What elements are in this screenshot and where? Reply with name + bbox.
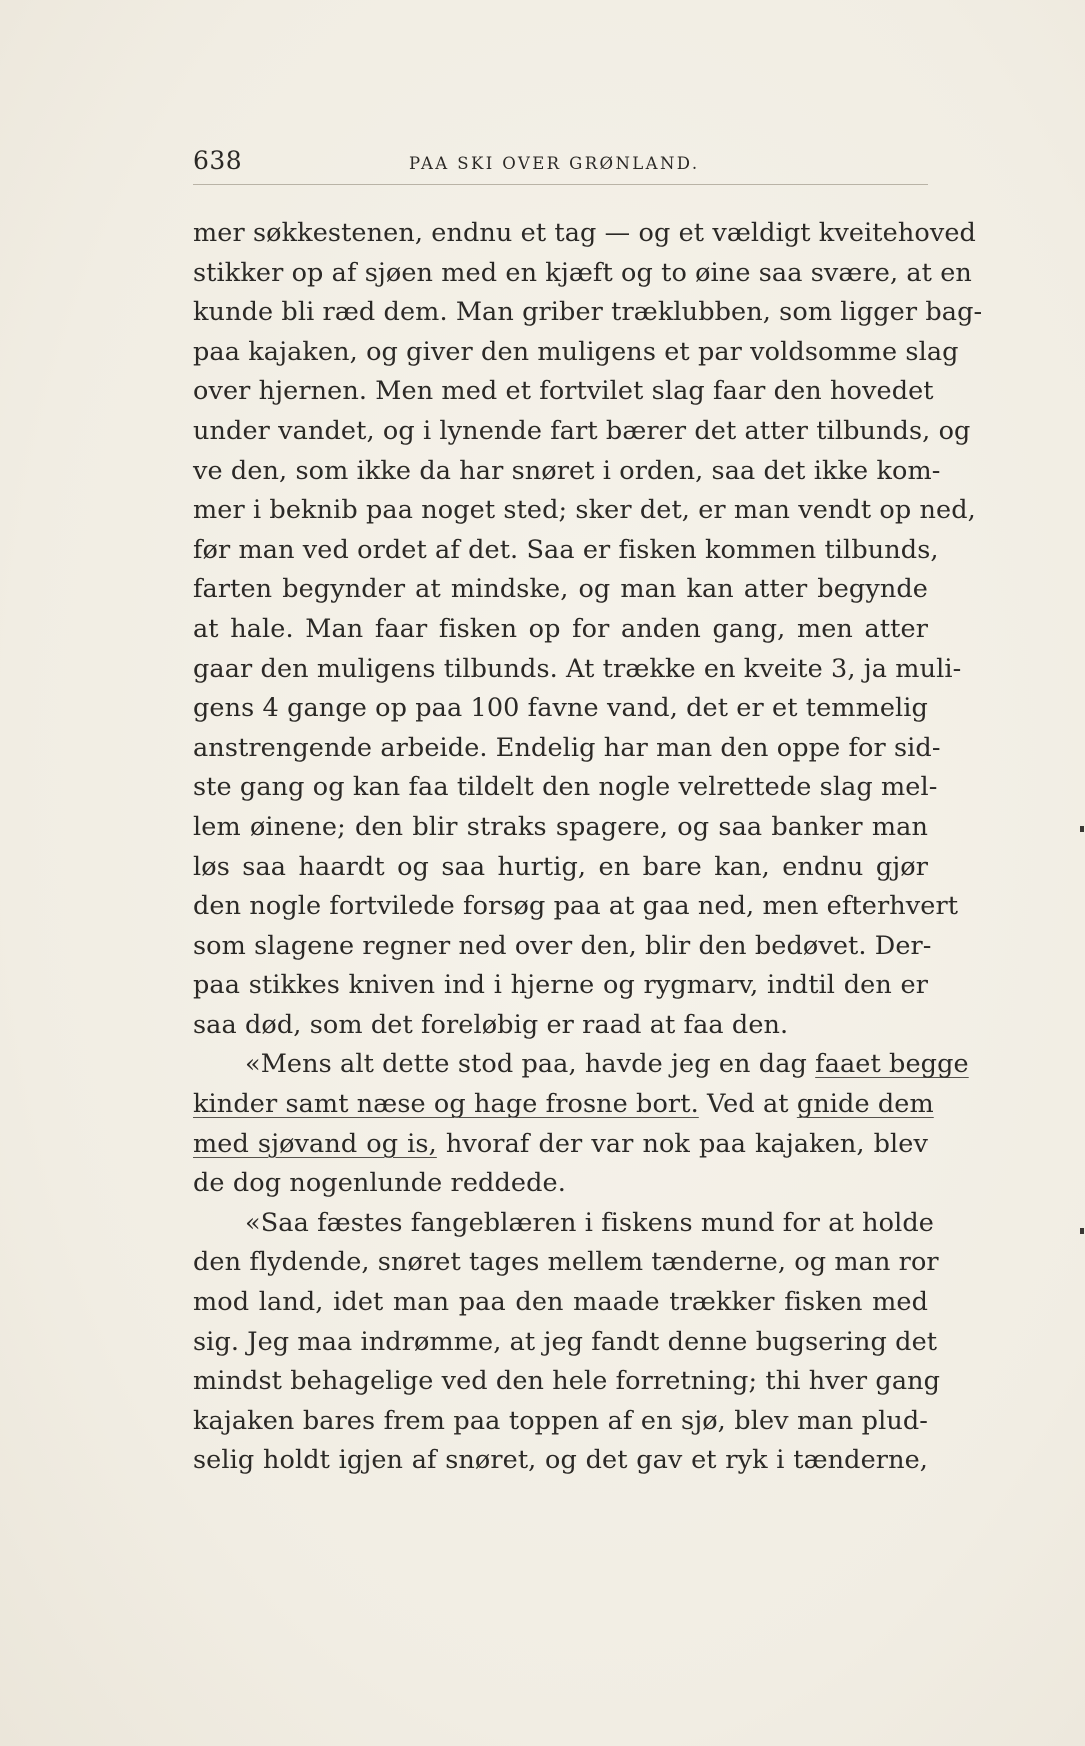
pencil-underlined-text: faaet begge: [815, 1049, 969, 1080]
text-line: mod land, idet man paa den maade trækker fisken med: [193, 1287, 928, 1318]
pencil-underlined-text: kinder samt næse og hage frosne bort.: [193, 1089, 699, 1120]
text-line: mer søkkestenen, endnu et tag — og et vældigt kveitehoved: [193, 218, 976, 248]
running-head: PAA SKI OVER GRØNLAND.: [409, 154, 700, 173]
text-line: lem øinene; den blir straks spagere, og saa banker man: [193, 811, 928, 842]
text-line: farten begynder at mindske, og man kan atter begynde: [193, 574, 928, 605]
text-line: den nogle fortvilede forsøg paa at gaa ned, men efterhvert: [193, 891, 959, 922]
text-line: selig holdt igjen af snøret, og det gav et ryk i tænderne,: [193, 1445, 928, 1476]
text-line: stikker op af sjøen med en kjæft og to øine saa svære, at en: [193, 257, 972, 288]
pencil-underlined-text: med sjøvand og is,: [193, 1128, 437, 1159]
text-line: [193, 1045, 969, 1085]
text-line: ste gang og kan faa tildelt den nogle velrettede slag mel-: [193, 772, 938, 803]
text-line: den flydende, snøret tages mellem tænderne, og man ror: [193, 1247, 939, 1278]
text-line: kajaken bares frem paa toppen af en sjø, blev man plud-: [193, 1405, 928, 1436]
text-line: de dog nogenlunde reddede.: [193, 1168, 566, 1199]
text-line: sig. Jeg maa indrømme, at jeg fandt denne bugsering det: [193, 1326, 938, 1357]
text-line: mer i beknib paa noget sted; sker det, er man vendt op ned,: [193, 495, 976, 526]
text-line: som slagene regner ned over den, blir den bedøvet. Der-: [193, 930, 932, 961]
text-line: løs saa haardt og saa hurtig, en bare kan, endnu gjør: [193, 851, 928, 882]
text-line: saa død, som det foreløbig er raad at faa den.: [193, 1009, 789, 1040]
text-line: ve den, som ikke da har snøret i orden, saa det ikke kom-: [193, 455, 941, 486]
line-text: hvoraf der var nok paa kajaken, blev: [436, 1128, 929, 1159]
pencil-underlined-text: gnide dem: [796, 1089, 934, 1120]
text-line: [193, 1125, 928, 1165]
text-line: at hale. Man faar fisken op for anden gang, men atter: [193, 613, 928, 644]
text-line: over hjernen. Men med et fortvilet slag faar den hovedet: [193, 376, 934, 407]
page-header: [193, 140, 928, 180]
text-line: under vandet, og i lynende fart bærer det atter tilbunds, og: [193, 415, 971, 446]
body-text: [193, 214, 983, 1481]
text-line: gaar den muligens tilbunds. At trække en kveite 3, ja muli-: [193, 653, 962, 684]
text-line: «Saa fæstes fangeblæren i fiskens mund for at holde: [245, 1207, 934, 1238]
page-number: 638: [193, 146, 243, 175]
text-line: før man ved ordet af det. Saa er fisken kommen tilbunds,: [193, 534, 939, 565]
text-line: anstrengende arbeide. Endelig har man den oppe for sid-: [193, 732, 941, 763]
text-line: paa stikkes kniven ind i hjerne og rygmarv, indtil den er: [193, 970, 928, 1001]
margin-speck: [1080, 826, 1084, 832]
text-line: kunde bli ræd dem. Man griber træklubben, som ligger bag-: [193, 297, 983, 328]
line-text: «Mens alt dette stod paa, havde jeg en dag: [245, 1049, 816, 1080]
text-line: [193, 1085, 934, 1125]
text-line: gens 4 gange op paa 100 favne vand, det er et temmelig: [193, 693, 928, 724]
text-line: paa kajaken, og giver den muligens et par voldsomme slag: [193, 336, 959, 367]
margin-speck: [1080, 1228, 1084, 1234]
line-text: Ved at: [698, 1089, 797, 1120]
text-line: mindst behagelige ved den hele forretning; thi hver gang: [193, 1366, 941, 1397]
header-rule: [193, 184, 928, 185]
